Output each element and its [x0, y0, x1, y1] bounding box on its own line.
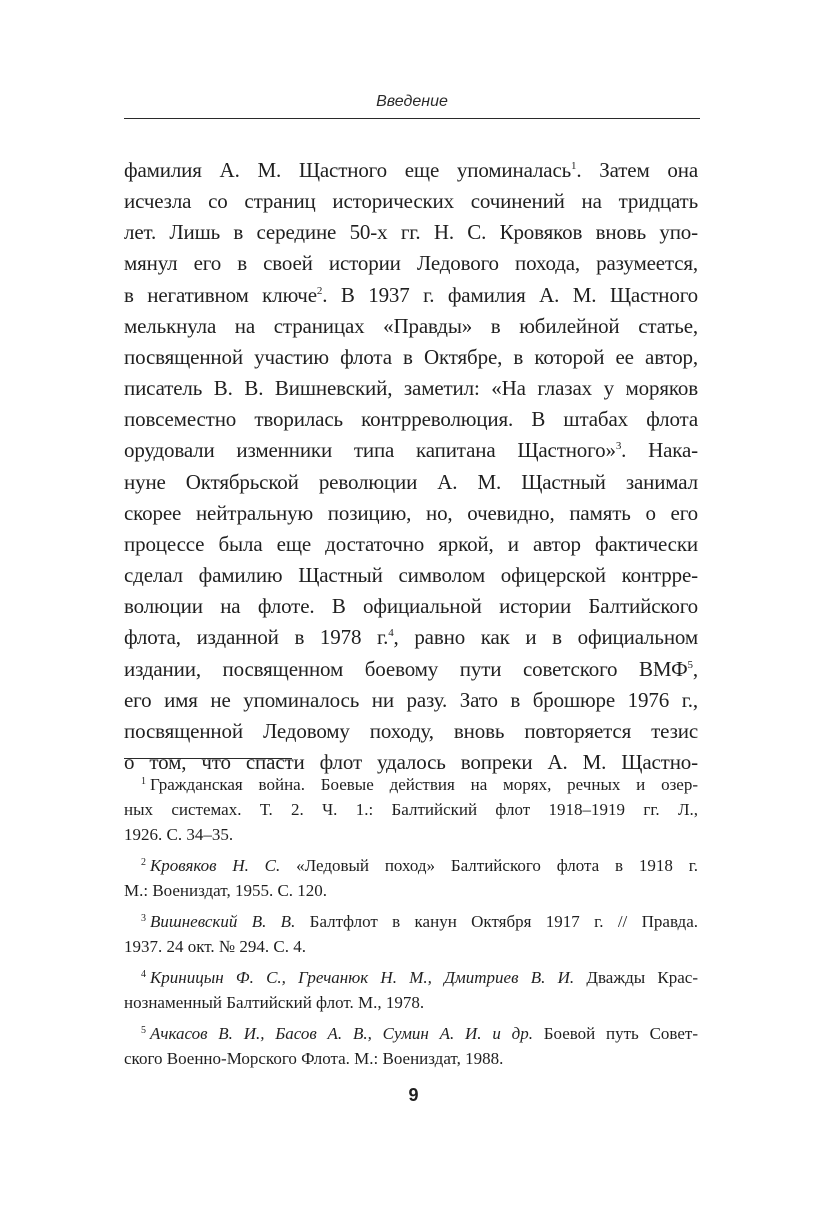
text-line: о том, что спасти флот удалось вопреки А. М. Щастно- [124, 749, 698, 774]
running-head: Введение [376, 93, 448, 110]
text-line: волюции на флоте. В официальной истории Балтийского [124, 594, 698, 619]
footnote-ref[interactable]: 1 [571, 160, 577, 172]
footnote-author: Вишневский В. В. [150, 912, 296, 931]
text-line: в негативном ключе$^2$. В 1937 г. фамилия А. М. Щастного [124, 282, 698, 307]
footnote-ref[interactable]: 3 [615, 440, 622, 453]
page-number: 9 [408, 1085, 419, 1105]
footnote-number: 1 [141, 776, 146, 787]
text-line: нуне Октябрьской революции А. М. Щастный занимал [124, 469, 698, 494]
footnote-number: 2 [141, 857, 146, 868]
header-rule [124, 118, 700, 119]
footnote-5: $^5$ Ачкасов В. И., Басов А. В., Сумин А. И. и др. Боевой путь Совет- ского Военно-Морского Флота. М.: Воениздат, 1988. [124, 1024, 698, 1068]
footnote-number: 3 [141, 913, 146, 924]
text-line: посвященной участию флота в Октябре, в которой ее автор, [124, 344, 698, 369]
text-line: посвященной Ледовому походу, вновь повторяется тезис [124, 718, 698, 743]
footnote-number: 5 [141, 1025, 146, 1036]
text-line: мелькнула на страницах «Правды» в юбилейной статье, [124, 313, 698, 338]
footnote-3: $^3$ Вишневский В. В. Балтфлот в канун Октября 1917 г. // Правда. 1937. 24 окт. № 294. С. 4. [124, 912, 698, 956]
footnote-author: Кровяков Н. С. [150, 856, 281, 875]
footnote-ref[interactable]: 4 [388, 627, 394, 640]
footnote-author: Ачкасов В. И., Басов А. В., Сумин А. И. и др. [150, 1024, 533, 1043]
text-line: его имя не упоминалось ни разу. Зато в брошюре 1976 г., [124, 687, 698, 712]
text-line: скорее нейтральную позицию, но, очевидно, память о его [124, 500, 698, 525]
footnote-2: $^2$ Кровяков Н. С. «Ледовый поход» Балтийского флота в 1918 г. М.: Воениздат, 1955. С. 120. [124, 856, 698, 900]
text-line: издании, посвященном боевому пути советского ВМФ$^5$, [124, 656, 698, 681]
text-line: повсеместно творилась контрреволюция. В штабах флота [124, 407, 698, 432]
text-line: лет. Лишь в середине 50-х гг. Н. С. Кровяков вновь упо- [124, 220, 698, 245]
footnotes [124, 772, 698, 1077]
footnote-number: 4 [141, 969, 146, 980]
footnote-1: $^1$ Гражданская война. Боевые действия на морях, речных и озер- ных системах. Т. 2. Ч. 1.: Балтийский флот 1918–1919 гг. Л., 1926. С. 34–35. [124, 775, 698, 844]
text-line: писатель В. В. Вишневский, заметил: «На глазах у моряков [124, 376, 698, 401]
text-line: флота, изданной в 1978 г.$^4$, равно как и в официальном [124, 625, 698, 650]
text-line: сделал фамилию Щастный символом офицерской контрре- [124, 563, 698, 588]
text-line: мянул его в своей истории Ледового похода, разумеется, [124, 251, 698, 276]
footnote-author: Криницын Ф. С., Гречанюк Н. М., Дмитриев В. И. [150, 968, 575, 987]
footnote-separator [124, 758, 292, 759]
text-line: исчезла со страниц исторических сочинений на тридцать [124, 189, 698, 214]
text-line: процессе была еще достаточно яркой, и автор фактически [124, 531, 698, 556]
footnote-ref[interactable]: 5 [687, 658, 693, 671]
text-line: фамилия А. М. Щастного еще упоминалась$^1$. Затем она [124, 158, 698, 182]
footnote-4: $^4$ Криницын Ф. С., Гречанюк Н. М., Дмитриев В. И. Дважды Крас- нознаменный Балтийский флот. М., 1978. [124, 968, 698, 1012]
text-line: орудовали изменники типа капитана Щастного»$^3$. Нака- [124, 438, 699, 463]
footnote-ref[interactable]: 2 [316, 284, 323, 297]
body-text [124, 155, 698, 778]
